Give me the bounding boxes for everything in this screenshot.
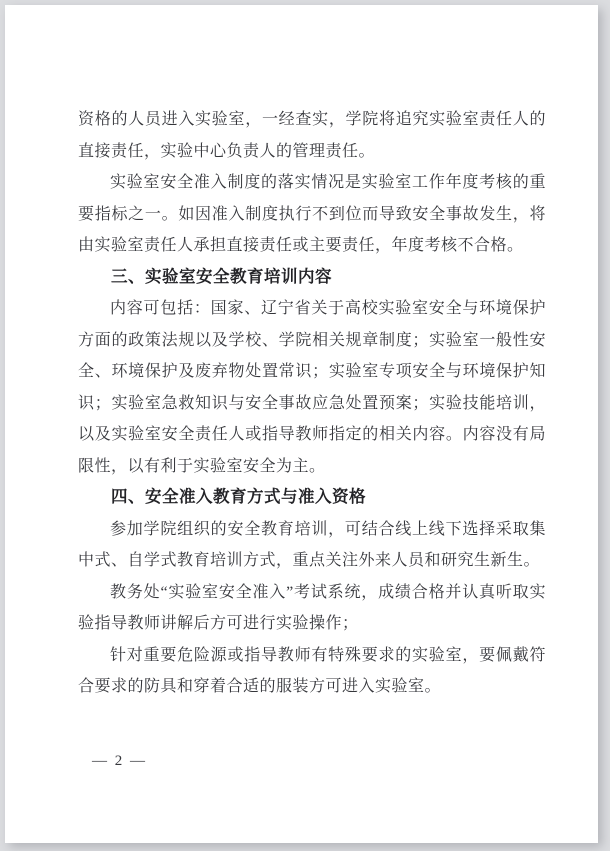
paragraph-training-content: 内容可包括：国家、辽宁省关于高校实验室安全与环境保护方面的政策法规以及学校、学院相关规章制度；实验室一般性安全、环境保护及废弃物处置常识；实验室专项安全与环境保护知识；实验室急救知识与安全事故应急处置预案；实验技能培训，以及实验室安全责任人或指导教师指定的相关内容。内容没有局限性，以有利于实验室安全为主。 bbox=[78, 300, 546, 475]
page-number: — 2 — bbox=[92, 753, 147, 769]
paragraph-training-methods: 参加学院组织的安全教育培训，可结合线上线下选择采取集中式、自学式教育培训方式，重点关注外来人员和研究生新生。 bbox=[78, 520, 546, 569]
section-heading-3: 三、实验室安全教育培训内容 bbox=[111, 267, 332, 286]
paragraph-continued: 资格的人员进入实验室，一经查实，学院将追究实验室责任人的直接责任，实验中心负责人的管理责任。 bbox=[78, 111, 546, 160]
paragraph-protective-gear: 针对重要危险源或指导教师有特殊要求的实验室，要佩戴符合要求的防具和穿着合适的服装方可进入实验室。 bbox=[78, 646, 546, 695]
document-page bbox=[5, 5, 598, 843]
paragraph-exam-system: 教务处“实验室安全准入”考试系统，成绩合格并认真听取实验指导教师讲解后方可进行实验操作； bbox=[78, 583, 546, 632]
page-content bbox=[78, 104, 546, 703]
paragraph-accountability: 实验室安全准入制度的落实情况是实验室工作年度考核的重要指标之一。如因准入制度执行不到位而导致安全事故发生，将由实验室责任人承担直接责任或主要责任，年度考核不合格。 bbox=[78, 174, 546, 254]
section-heading-4: 四、安全准入教育方式与准入资格 bbox=[111, 488, 366, 506]
